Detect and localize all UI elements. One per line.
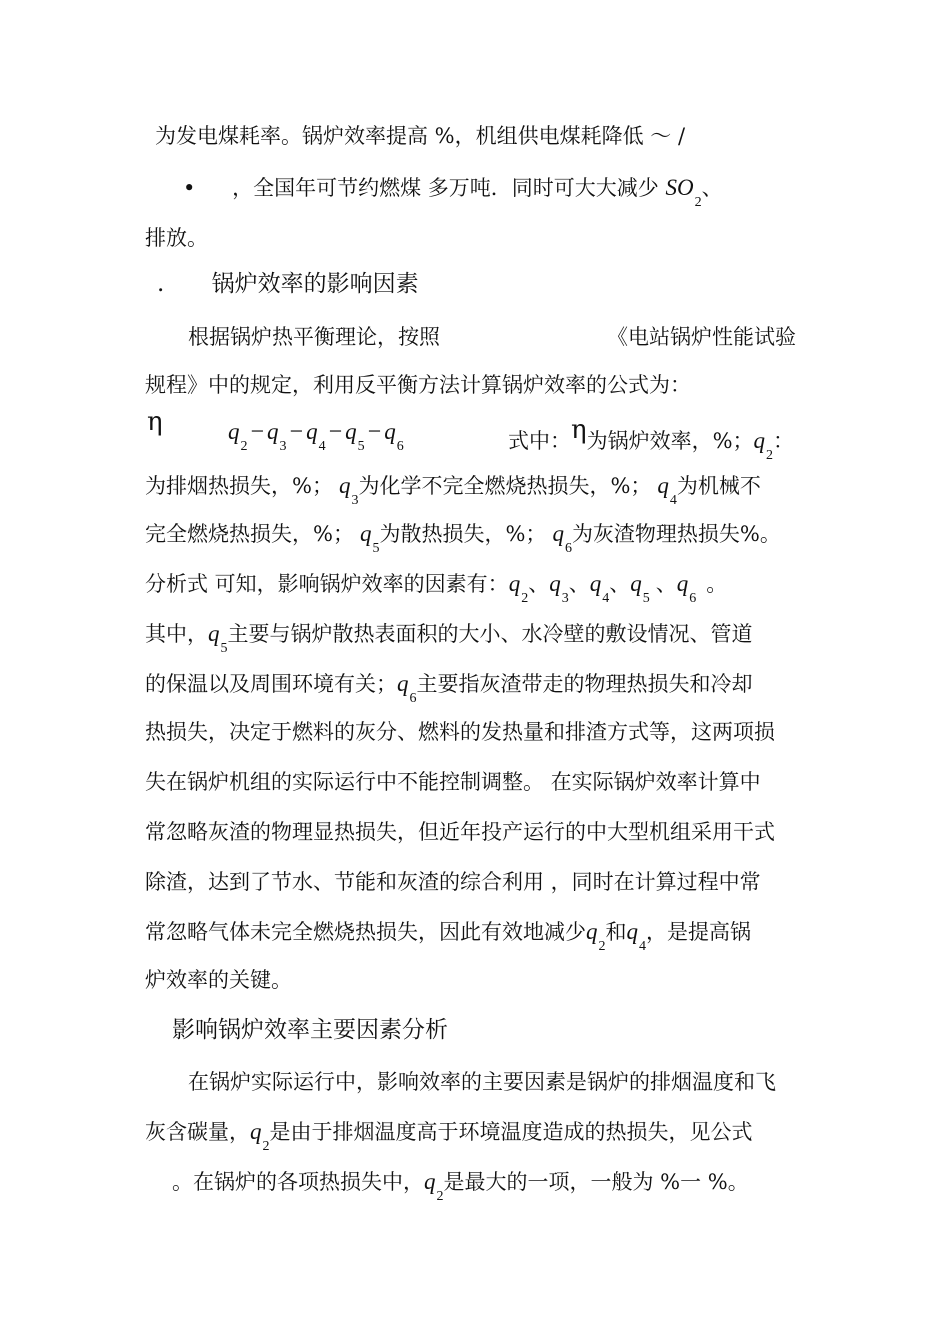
paragraph-1-line-2: 规程》中的规定，利用反平衡方法计算锅炉效率的公式为： [145,373,691,397]
paragraph-2-line-2: 的保温以及周围环境有关；$q_6$主要指灰渣带走的物理热损失和冷却 [145,671,753,706]
paragraph-2-line-6: 除渣，达到了节水、节能和灰渣的综合利用 ，同时在计算过程中常 [145,870,761,894]
section-title: 锅炉效率的影响因素 [211,271,419,297]
paragraph-3-line-2: 灰含碳量，$q_2$是由于排烟温度高于环境温度造成的热损失，见公式 [145,1119,753,1154]
section-number: . [157,271,165,297]
paragraph-1-line-1b: 《电站锅炉性能试验 [607,325,796,349]
paragraph-2-line-5: 常忽略灰渣的物理显热损失，但近年投产运行的中大型机组采用干式 [145,820,775,844]
definitions-line-2: 完全燃烧热损失，%； $q_5$为散热损失，%； $q_6$为灰渣物理热损失%。 [145,521,781,556]
so2-formula: $SO_2$ [665,175,702,210]
loss-terms: $q_2- q_3- q_4- q_5- q_6$ [228,419,404,454]
paragraph-2-line-8: 炉效率的关键。 [145,968,292,992]
text-line-3: 排放。 [145,226,208,250]
paragraph-2-line-3: 热损失，决定于燃料的灰分、燃料的发热量和排渣方式等，这两项损 [145,720,775,744]
analysis-line: 分析式 可知，影响锅炉效率的因素有：$q_2$、$q_3$、$q_4$、$q_5$、$q_6$。 [145,571,728,606]
eta-symbol-2: η [571,415,587,445]
paragraph-1-line-1a: 根据锅炉热平衡理论，按照 [188,325,440,349]
paragraph-2-line-7: 常忽略气体未完全燃烧热损失，因此有效地减少$q_2$和$q_4$，是提高锅 [145,919,751,954]
definitions-line-1: 为排烟热损失，%； $q_3$为化学不完全燃烧热损失，%； $q_4$为机械不 [145,473,761,508]
bullet-line: • ，全国年可节约燃煤 多万吨．同时可大大减少 $SO_2$、 [183,175,723,210]
bullet-line-text: ，全国年可节约燃煤 多万吨．同时可大大减少 [232,176,659,200]
eta-symbol: η [147,407,163,437]
paragraph-2-line-1: 其中，$q_5$主要与锅炉散热表面积的大小、水冷壁的敷设情况、管道 [145,621,753,656]
paragraph-2-line-4: 失在锅炉机组的实际运行中不能控制调整。 在实际锅炉效率计算中 [145,770,761,794]
paragraph-3-line-1: 在锅炉实际运行中，影响效率的主要因素是锅炉的排烟温度和飞 [188,1070,776,1094]
section-heading-2: 影响锅炉效率主要因素分析 [172,1017,448,1043]
section-heading-1 [157,272,419,296]
efficiency-formula [147,407,163,450]
text-line-1: 为发电煤耗率。锅炉效率提高 %，机组供电煤耗降低 ～ / [155,124,686,148]
formula-where: 式中：η为锅炉效率，%；$q_2$： [508,415,795,463]
bullet: • [183,176,196,200]
paragraph-3-line-3: 。在锅炉的各项热损失中，$q_2$是最大的一项，一般为 %一 %。 [172,1169,749,1204]
